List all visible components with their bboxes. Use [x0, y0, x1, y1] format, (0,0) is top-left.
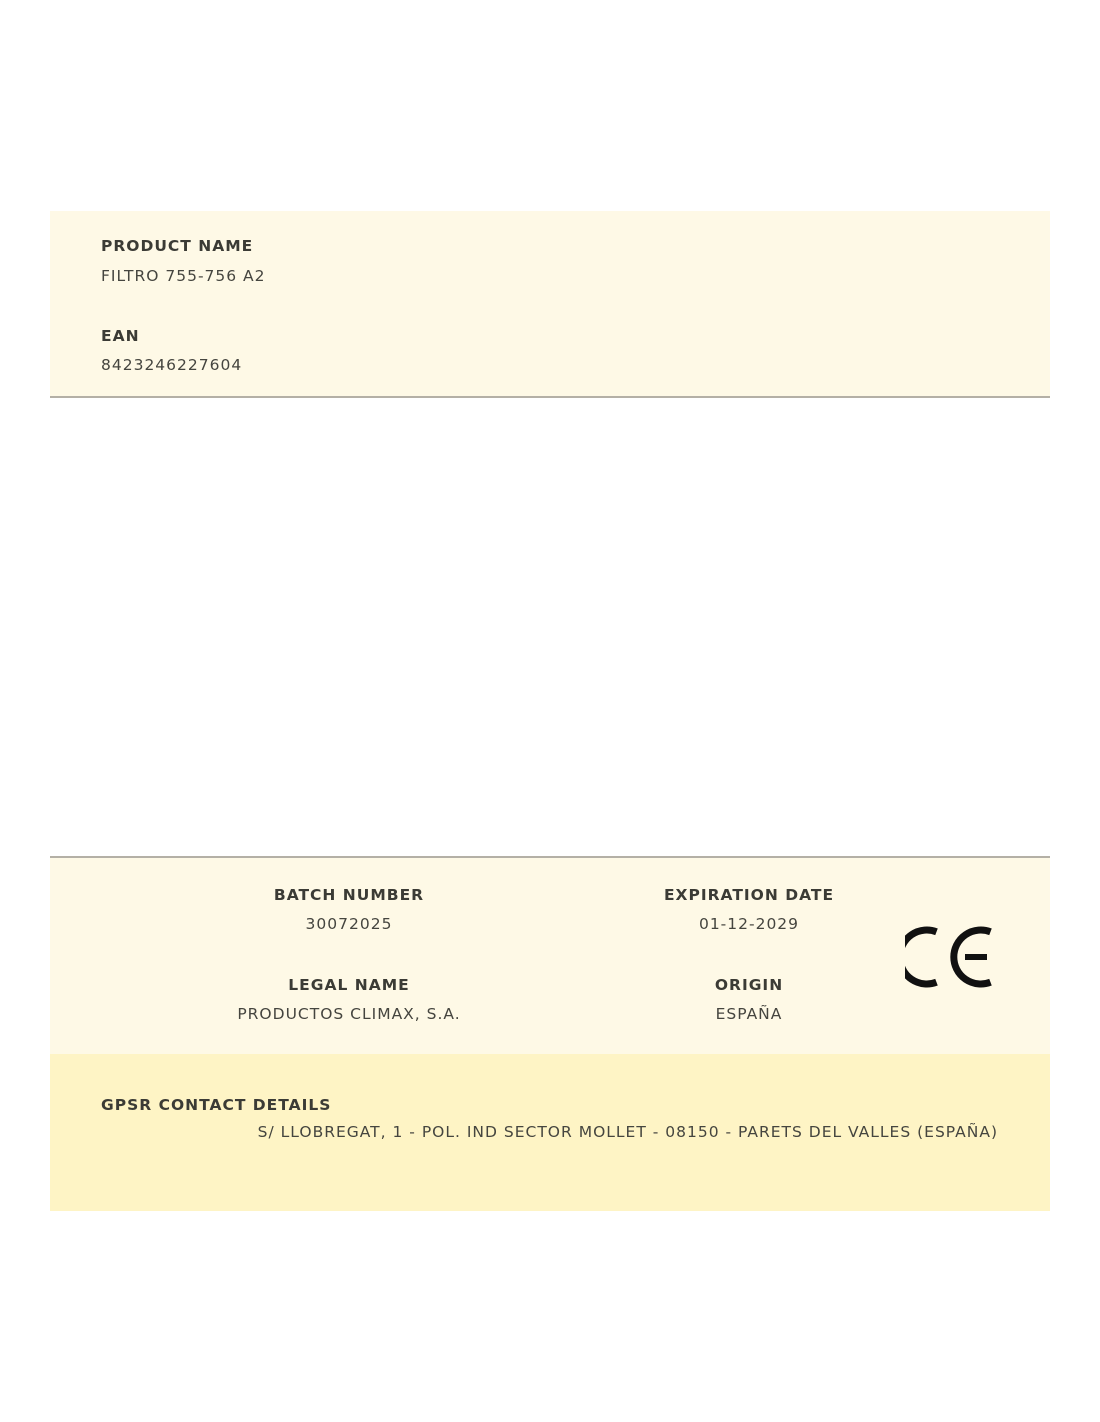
- batch-number-label: BATCH NUMBER: [273, 886, 425, 904]
- gpsr-contact-panel: [50, 1054, 1050, 1211]
- product-info-panel: [50, 211, 1050, 398]
- expiration-date-field: [589, 886, 909, 933]
- batch-number-field: [189, 886, 509, 933]
- gpsr-contact-label: GPSR CONTACT DETAILS: [101, 1096, 332, 1114]
- origin-field: [589, 976, 909, 1023]
- expiration-date-value: 01-12-2029: [698, 915, 800, 933]
- legal-name-value: PRODUCTOS CLIMAX, S.A.: [237, 1005, 461, 1023]
- product-name-value: FILTRO 755-756 A2: [101, 267, 266, 285]
- legal-name-label: LEGAL NAME: [288, 976, 410, 994]
- batch-number-value: 30072025: [305, 915, 393, 933]
- product-name-label: PRODUCT NAME: [101, 237, 254, 255]
- expiration-date-label: EXPIRATION DATE: [663, 886, 835, 904]
- ean-value: 8423246227604: [101, 356, 243, 374]
- ean-label: EAN: [101, 327, 140, 345]
- origin-value: ESPAÑA: [715, 1005, 783, 1023]
- legal-name-field: [189, 976, 509, 1023]
- origin-label: ORIGIN: [714, 976, 784, 994]
- batch-info-panel: [50, 856, 1050, 1056]
- ce-mark-icon: [905, 922, 995, 992]
- gpsr-contact-address: S/ LLOBREGAT, 1 - POL. IND SECTOR MOLLET - 08150 - PARETS DEL VALLES (ESPAÑA): [257, 1123, 998, 1141]
